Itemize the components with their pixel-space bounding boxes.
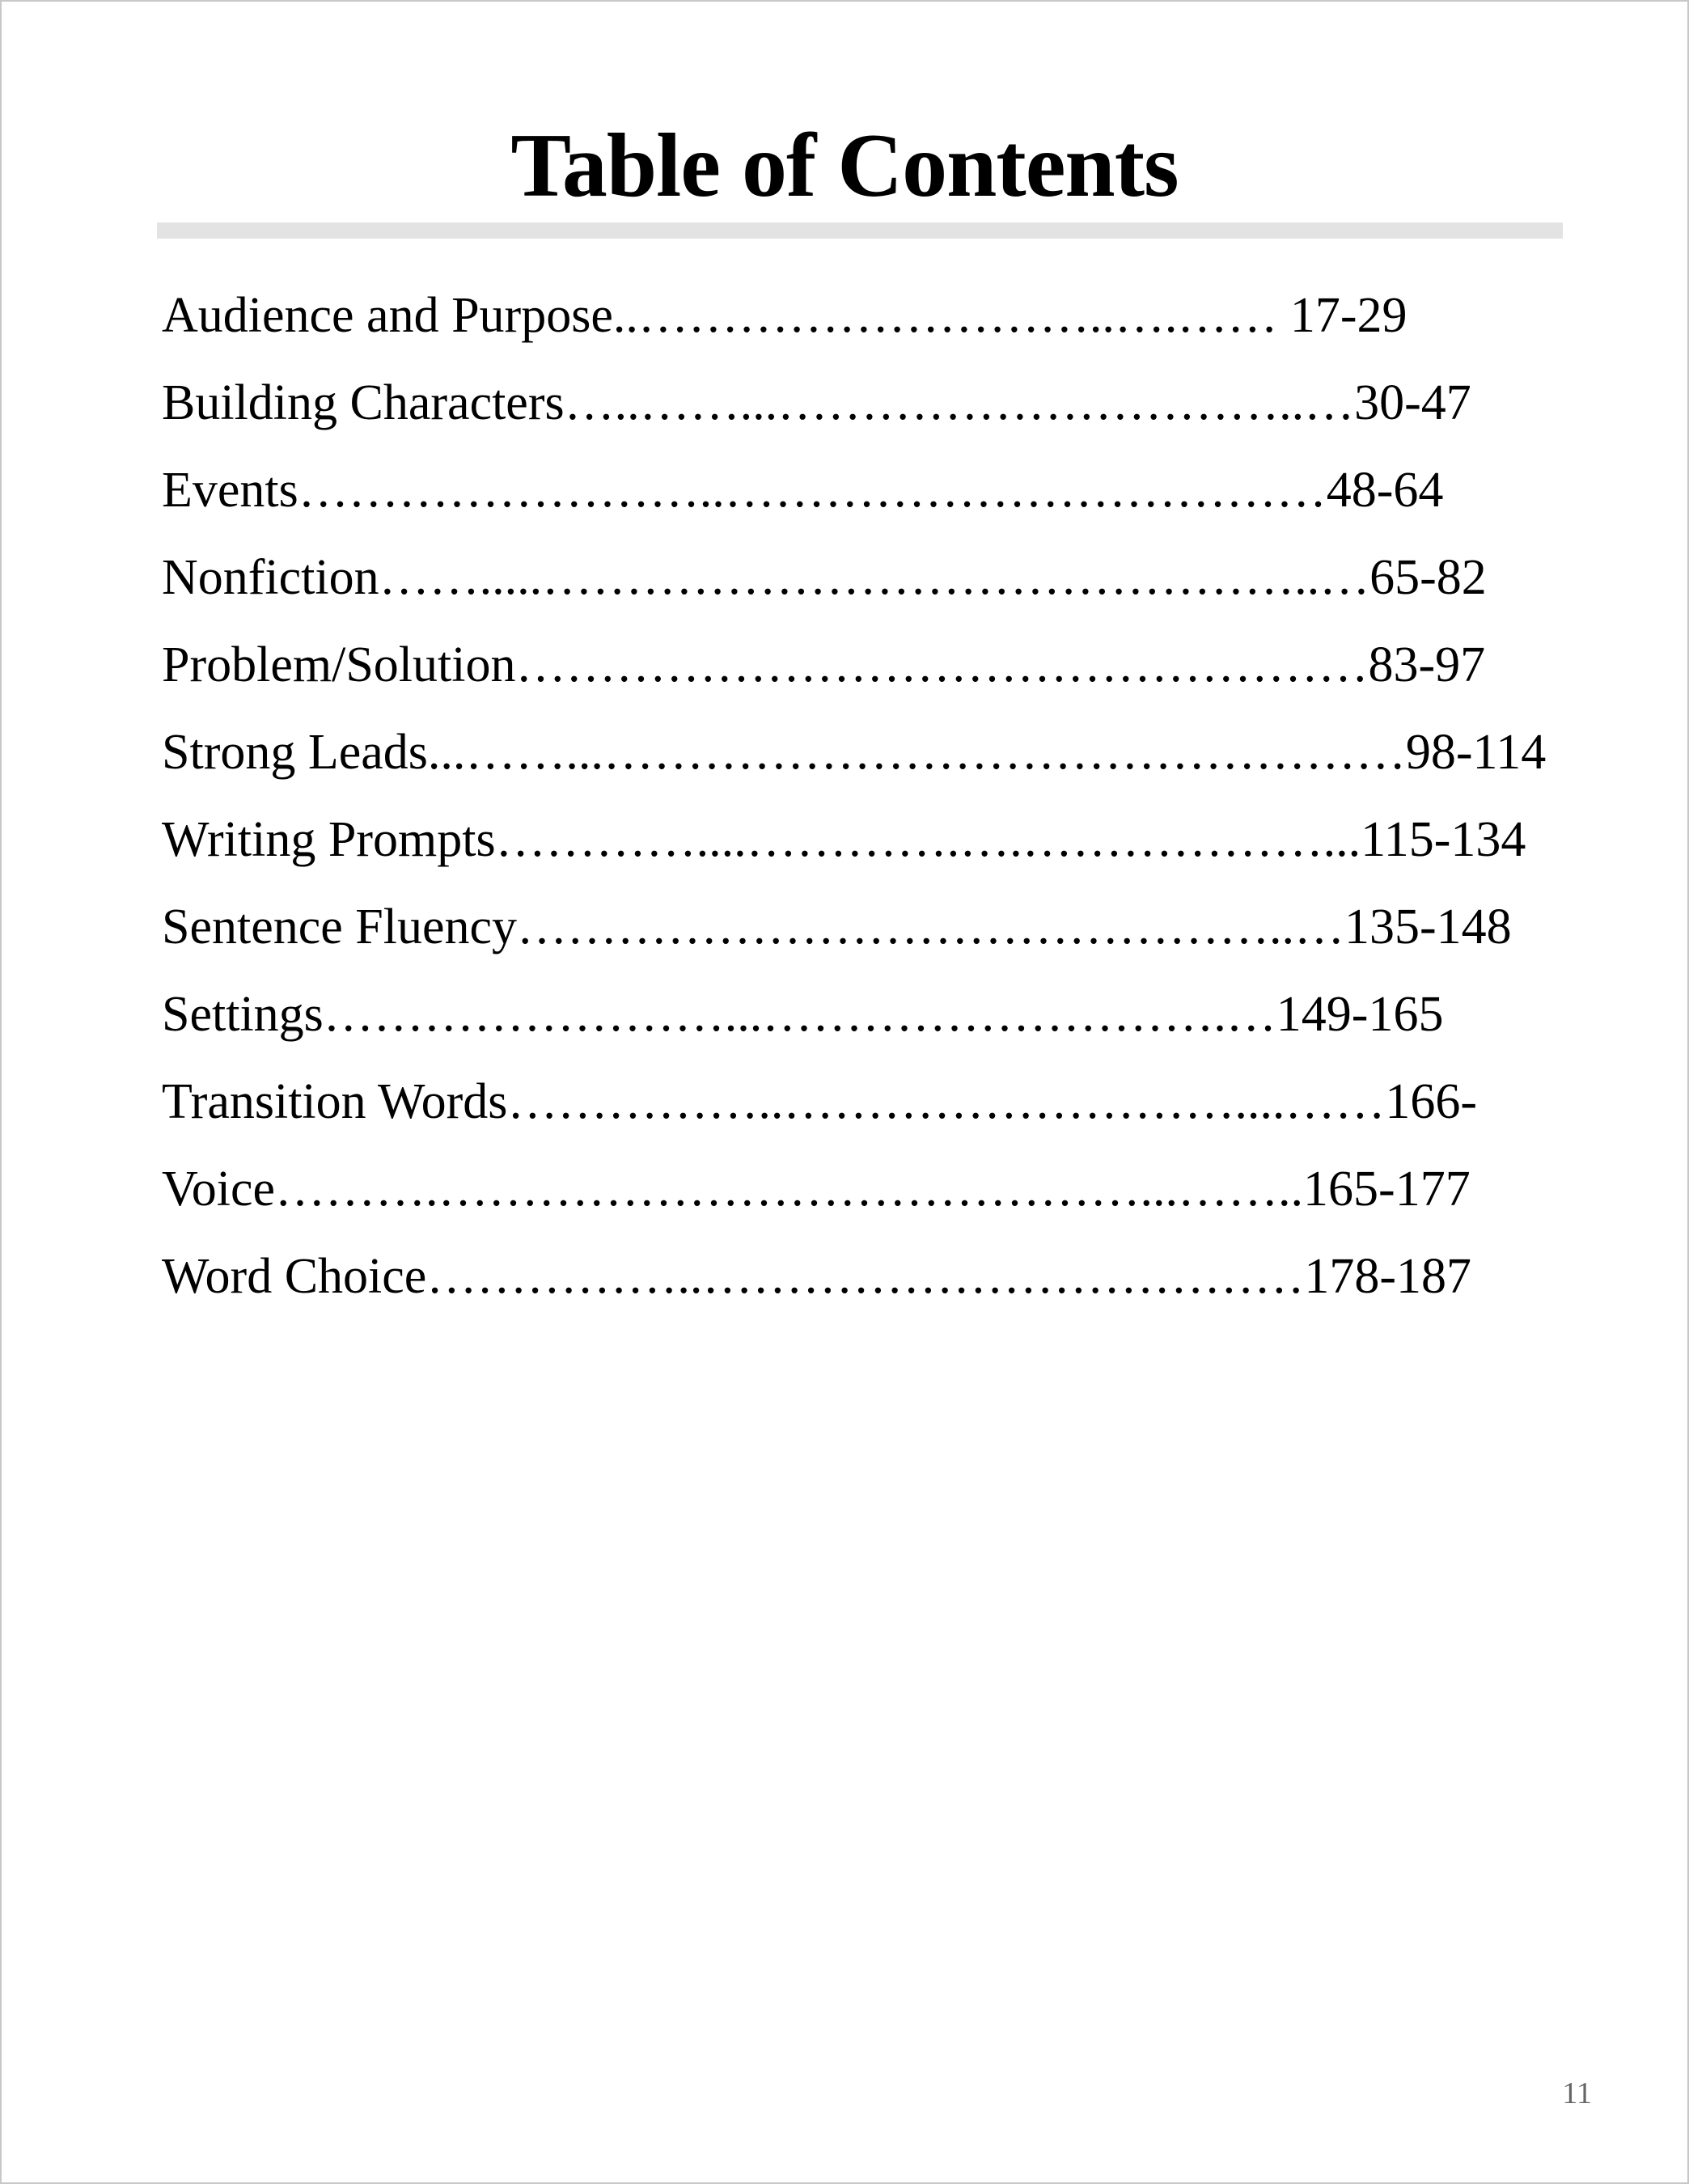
toc-entry-text: Building Characters…..……...…………………………..…30-47 xyxy=(162,375,1471,430)
toc-entry-audience-and-purpose xyxy=(162,283,1585,370)
toc-entry-text: Events……………………..………………………………48-64 xyxy=(162,463,1444,518)
toc-entry-text: Settings……………………...……………………….…149-165 xyxy=(162,987,1444,1042)
toc-entry-text: Problem/Solution……………………………………………83-97 xyxy=(162,637,1486,692)
toc-entry-voice xyxy=(162,1157,1585,1244)
toc-entry-events xyxy=(162,458,1585,545)
toc-entry-settings xyxy=(162,982,1585,1069)
toc-entry-text: Nonfiction…….....………………………………………..…65-82 xyxy=(162,550,1487,605)
toc-entry-nonfiction xyxy=(162,545,1585,633)
toc-entry-text: Sentence Fluency………………………………………..…135-148 xyxy=(162,899,1512,954)
toc-entry-problem-solution xyxy=(162,633,1585,720)
page-number: 11 xyxy=(1562,2076,1592,2110)
page-title: Table of Contents xyxy=(510,116,1179,216)
toc-entry-text: Writing Prompts…………....………….….………………...115-134 xyxy=(162,812,1526,867)
toc-entry-text: Word Choice……………..………………………………178-187 xyxy=(162,1249,1471,1304)
toc-entry-text: Transition Words……………..………………………....……166- xyxy=(162,1074,1478,1129)
toc-entry-writing-prompts xyxy=(162,807,1585,895)
toc-entry-text: Audience and Purpose..………………………..….…… 17-29 xyxy=(162,288,1408,343)
toc-entry-building-characters xyxy=(162,370,1585,458)
toc-entry-word-choice xyxy=(162,1244,1585,1331)
toc-entry-strong-leads xyxy=(162,720,1585,807)
toc-entry-transition-words xyxy=(162,1069,1585,1157)
title-underline-divider xyxy=(157,222,1563,239)
toc-entry-text: Voice……….……………………………………...……..165-177 xyxy=(162,1162,1471,1217)
toc-entry-sentence-fluency xyxy=(162,895,1585,982)
toc-entry-text: Strong Leads...……...…………………………………………98-114 xyxy=(162,725,1547,780)
table-of-contents-list xyxy=(162,283,1585,1331)
